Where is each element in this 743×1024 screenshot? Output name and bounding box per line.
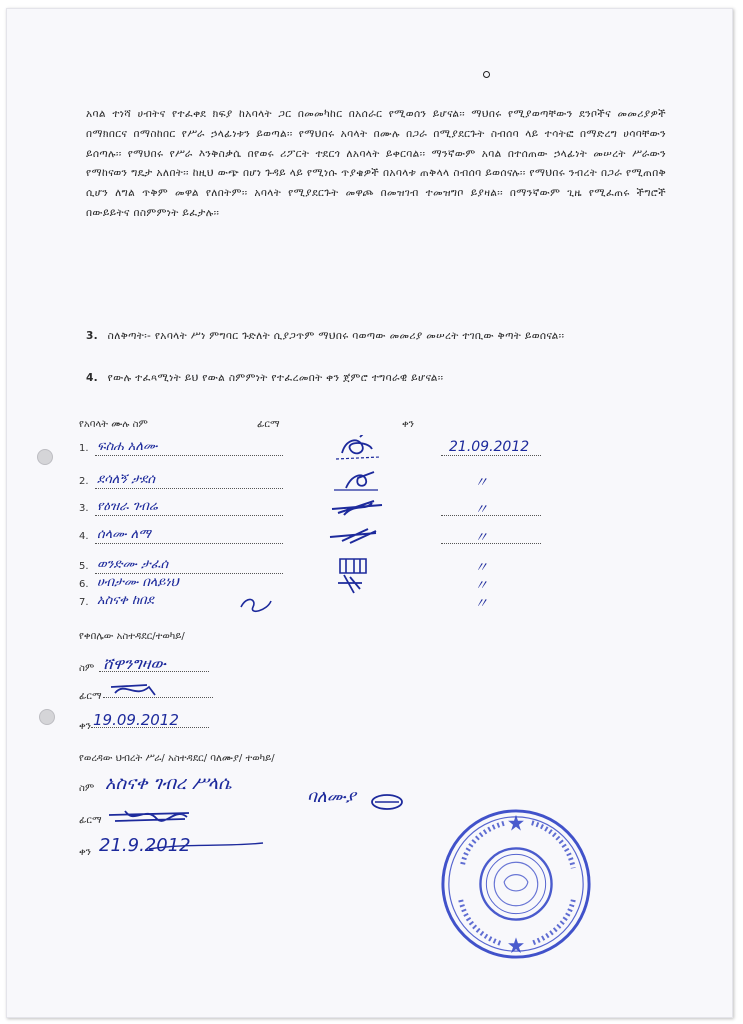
punch-hole-top <box>37 449 53 465</box>
member-row <box>79 472 559 492</box>
member-row <box>79 575 559 595</box>
member-name: ሰላሙ ለማ <box>97 527 151 542</box>
office-name-extra: ባለሙያ <box>307 787 356 807</box>
office-name-label: ስም <box>79 783 95 794</box>
member-number: 2. <box>79 476 89 487</box>
office-name-value: አስናቀ ገብረ ሥላሴ <box>105 773 232 794</box>
document-page <box>6 8 733 1018</box>
kebele-name-line <box>99 671 209 672</box>
member-name: አስናቀ ከበደ <box>97 593 154 608</box>
office-signature <box>105 803 201 829</box>
kebele-date-line <box>91 727 209 728</box>
date-line <box>441 515 541 516</box>
office-date-label: ቀን <box>79 847 91 858</box>
member-signature <box>324 468 394 494</box>
clause-4-text: የውሉ ተፈጻሚነት ይህ የውል ስምምነት የተፈረመበት ቀን ጀምሮ ተግባራዊ ይሆናል፡፡ <box>107 372 444 384</box>
kebele-name-value: ሸዋንግዛው <box>103 654 166 673</box>
member-date: 〃 <box>474 596 488 612</box>
member-row <box>79 593 559 613</box>
member-row <box>79 439 559 459</box>
clause-4 <box>86 369 666 389</box>
member-number: 3. <box>79 503 89 514</box>
member-number: 5. <box>79 561 89 572</box>
member-name: ፍስሐ አለሙ <box>97 439 158 454</box>
member-number: 4. <box>79 531 89 542</box>
clause-3 <box>86 327 666 347</box>
member-name: ሀብታሙ በላይነህ <box>97 575 179 590</box>
member-date: 〃 <box>474 502 488 518</box>
member-signature <box>237 593 277 615</box>
member-date: 〃 <box>474 578 488 594</box>
member-signature <box>324 495 394 521</box>
kebele-title: የቀበሌው አስተዳደር/ተወካይ/ <box>79 631 185 642</box>
member-date: 〃 <box>474 530 488 546</box>
name-line <box>95 455 283 456</box>
clause-4-number: 4. <box>86 372 98 384</box>
column-header-signature: ፊርማ <box>257 419 280 430</box>
member-date: 21.09.2012 <box>449 439 530 455</box>
member-row <box>79 499 559 519</box>
name-line <box>95 573 283 574</box>
member-row <box>79 527 559 547</box>
office-sign-label: ፊርማ <box>79 815 102 826</box>
member-number: 6. <box>79 579 89 590</box>
member-date: 〃 <box>474 560 488 576</box>
member-row <box>79 557 559 577</box>
kebele-date-value: 19.09.2012 <box>93 711 179 729</box>
member-signature <box>324 523 394 549</box>
column-header-date: ቀን <box>402 419 414 430</box>
member-number: 1. <box>79 443 89 454</box>
member-signature <box>324 435 394 461</box>
clause-3-text: ስለቅጣት፡- የአባላት ሥነ ምግባር ጉድለት ሲያጋጥም ማህበሩ ባወጣው መመሪያ መሠረት ተገቢው ቅጣት ይወሰናል፡፡ <box>107 330 565 342</box>
office-title: የወረዳው ህብረት ሥራ/ አስተዳደር/ ባለሙያ/ ተወካይ/ <box>79 753 275 764</box>
member-number: 7. <box>79 597 89 608</box>
date-line <box>441 543 541 544</box>
kebele-sign-label: ፊርማ <box>79 691 102 702</box>
date-line <box>441 455 541 456</box>
punch-hole-bottom <box>39 709 55 725</box>
column-header-name: የአባላት ሙሉ ስም <box>79 419 148 430</box>
member-name: ደሳለኝ ታደሰ <box>97 472 156 487</box>
member-name: ወንድሙ ታፈሰ <box>97 557 169 572</box>
kebele-name-label: ስም <box>79 663 95 674</box>
clause-3-number: 3. <box>86 330 98 342</box>
member-date: 〃 <box>474 475 488 491</box>
name-line <box>95 515 283 516</box>
member-name: የዕዝራ ገብሬ <box>97 499 158 514</box>
kebele-signature <box>105 677 165 703</box>
name-line <box>95 543 283 544</box>
body-paragraph: አባል ተነሻ ሀብትና የተፈቀደ ክፍያ ከአባላት ጋር በመመካከር በአሰራር የሚወሰን ይሆናል፡፡ ማህበሩ የሚያወጣቸውን ደንቦችና መመሪያዎች በማክበርና በማስከበር የሥራ ኃላፊነቱን ይወጣል፡፡ የማህበሩ አባላት በሙሉ በጋራ በሚያደርጉት ስብሰባ ላይ ተሳትፎ በማድረግ ሀሳባቸውን ይሰጣሉ፡፡ የማህበሩ የሥራ እንቅስቃሴ በየወሩ ሪፖርት ተደርጎ ለአባላት ይቀርባል፡፡ ማንኛውም አባል በተሰጠው ኃላፊነት መሠረት ሥራውን የማከናወን ግዴታ አለበት፡፡ ከዚህ ውጭ በሆነ ጉዳይ ላይ የሚነሱ ጥያቄዎች በአባላቱ ጠቅላላ ስብሰባ ይወሰናሉ፡፡ የማህበሩ ንብረት በጋራ የሚጠበቅ ሲሆን ለግል ጥቅም መዋል የለበትም፡፡ አባላት የሚያደርጉት መዋጮ በመዝገብ ተመዝግቦ ይያዛል፡፡ በማንኛውም ጊዜ የሚፈጠሩ ችግሮች በውይይትና በስምምነት ይፈታሉ፡፡ <box>86 108 666 219</box>
kebele-sign-line <box>103 697 213 698</box>
kebele-date-label: ቀን <box>79 721 91 732</box>
page-mark <box>483 71 490 78</box>
office-date-flourish <box>147 839 267 857</box>
office-date-value: 21.9.2012 <box>99 835 191 856</box>
office-name-flourish <box>367 791 407 813</box>
name-line <box>95 488 283 489</box>
official-stamp <box>437 805 595 963</box>
